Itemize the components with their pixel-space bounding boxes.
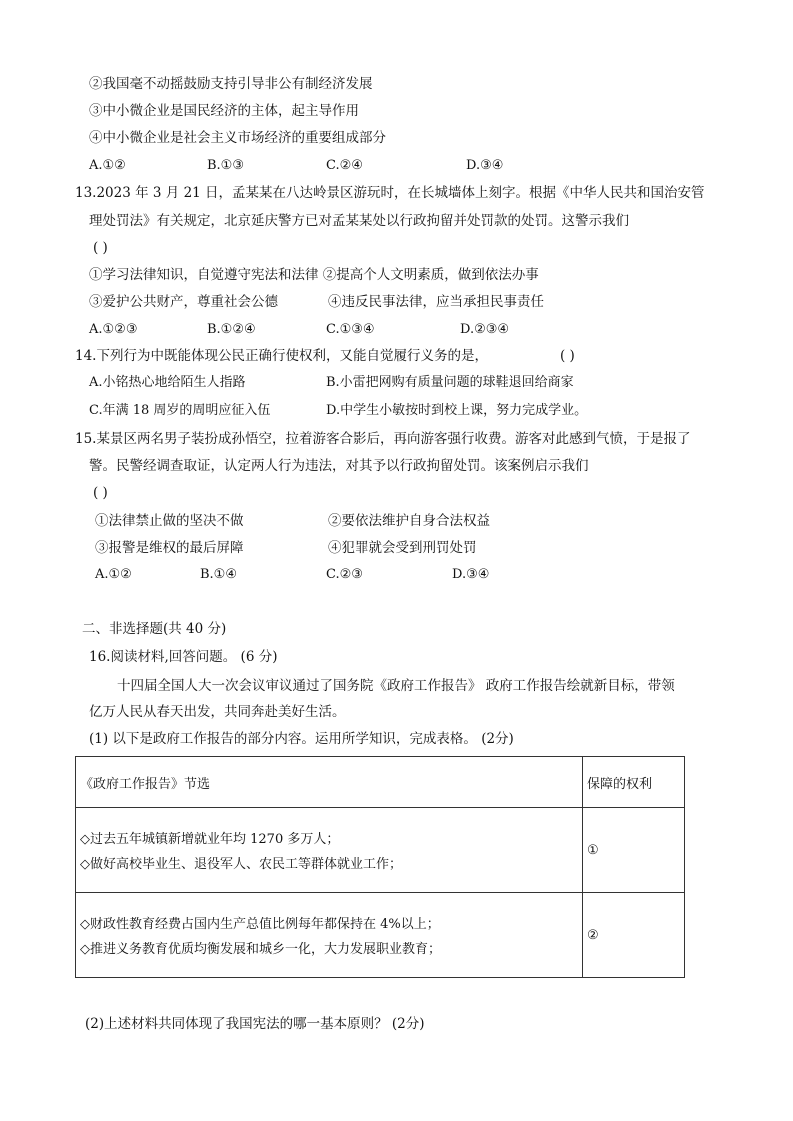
q14-option-c: C.年满 18 周岁的周明应征入伍 <box>89 403 271 418</box>
q12-option-c: C.②④ <box>326 158 363 173</box>
q13-item-1-2: ①学习法律知识，自觉遵守宪法和法律 ②提高个人文明素质，做到依法办事 <box>89 267 539 283</box>
q14-option-b: B.小雷把网购有质量问题的球鞋退回给商家 <box>326 375 574 390</box>
q14-stem: 14.下列行为中既能体现公民正确行使权利，又能自觉履行义务的是， <box>75 348 488 364</box>
excerpt-line: ◇过去五年城镇新增就业年均 1270 多万人； <box>80 832 340 847</box>
table-cell-excerpt <box>76 893 583 978</box>
q13-stem-line-2: 理处罚法》有关规定，北京延庆警方已对孟某某处以行政拘留并处罚款的处罚。这警示我们 <box>89 213 629 229</box>
q15-stem-line-1: 15.某景区两名男子装扮成孙悟空，拉着游客合影后，再向游客强行收费。游客对此感到气愤，于是报了 <box>75 431 691 447</box>
q12-item-2: ②我国毫不动摇鼓励支持引导非公有制经济发展 <box>89 76 373 92</box>
table-row <box>76 808 685 893</box>
q14-option-d: D.中学生小敏按时到校上课，努力完成学业。 <box>326 403 588 418</box>
q15-stem-line-2: 警。民警经调查取证，认定两人行为违法，对其予以行政拘留处罚。该案例启示我们 <box>89 458 589 474</box>
q12-item-4: ④中小微企业是社会主义市场经济的重要组成部分 <box>89 130 386 146</box>
excerpt-line: ◇做好高校毕业生、退役军人、农民工等群体就业工作； <box>80 857 402 872</box>
q15-option-d: D.③④ <box>452 567 490 582</box>
q14-option-a: A.小铭热心地给陌生人指路 <box>89 375 246 390</box>
q16-subquestion-2: (2)上述材料共同体现了我国宪法的哪一基本原则？ (2分) <box>85 1016 425 1032</box>
q14-answer-bracket: ( ) <box>560 348 575 364</box>
table-header-rights: 保障的权利 <box>583 757 685 808</box>
rights-table <box>75 756 685 978</box>
q13-option-d: D.②③④ <box>460 322 510 337</box>
q13-answer-bracket: ( ) <box>93 240 108 256</box>
q13-option-a: A.①②③ <box>89 322 138 337</box>
table-header-row <box>76 757 685 808</box>
q15-option-c: C.②③ <box>326 567 363 582</box>
q15-item-4: ④犯罪就会受到刑罚处罚 <box>328 540 477 556</box>
q12-option-d: D.③④ <box>466 158 504 173</box>
q16-subquestion-1: (1) 以下是政府工作报告的部分内容。运用所学知识，完成表格。 (2分) <box>89 731 514 747</box>
q12-option-a: A.①② <box>89 158 126 173</box>
section-2-title: 二、非选择题(共 40 分) <box>82 621 227 637</box>
excerpt-line: ◇财政性教育经费占国内生产总值比例每年都保持在 4%以上； <box>80 917 440 932</box>
q13-item-3: ③爱护公共财产，尊重社会公德 <box>89 294 278 310</box>
table-cell-right-blank: ② <box>583 893 685 978</box>
q15-item-2: ②要依法维护自身合法权益 <box>328 513 490 529</box>
q15-answer-bracket: ( ) <box>93 485 108 501</box>
table-cell-right-blank: ① <box>583 808 685 893</box>
q13-option-b: B.①②④ <box>207 322 256 337</box>
q15-item-3: ③报警是维权的最后屏障 <box>95 540 244 556</box>
q13-option-c: C.①③④ <box>326 322 375 337</box>
q16-material-line-2: 亿万人民从春天出发，共同奔赴美好生活。 <box>89 704 346 720</box>
table-row <box>76 893 685 978</box>
q15-option-b: B.①④ <box>200 567 237 582</box>
q12-option-b: B.①③ <box>207 158 244 173</box>
q13-item-4: ④违反民事法律，应当承担民事责任 <box>328 294 544 310</box>
q12-item-3: ③中小微企业是国民经济的主体，起主导作用 <box>89 103 359 119</box>
excerpt-line: ◇推进义务教育优质均衡发展和城乡一化，大力发展职业教育； <box>80 942 441 957</box>
q15-option-a: A.①② <box>95 567 132 582</box>
q15-item-1: ①法律禁止做的坚决不做 <box>95 513 244 529</box>
q16-material-line-1: 十四届全国人大一次会议审议通过了国务院《政府工作报告》 政府工作报告绘就新目标，带领 <box>117 678 675 694</box>
q13-stem-line-1: 13.2023 年 3 月 21 日，孟某某在八达岭景区游玩时，在长城墙体上刻字。根据《中华人民共和国治安管 <box>75 185 705 201</box>
table-header-excerpt: 《政府工作报告》节选 <box>76 757 583 808</box>
table-cell-excerpt <box>76 808 583 893</box>
q16-stem: 16.阅读材料,回答问题。 (6 分) <box>89 649 278 665</box>
